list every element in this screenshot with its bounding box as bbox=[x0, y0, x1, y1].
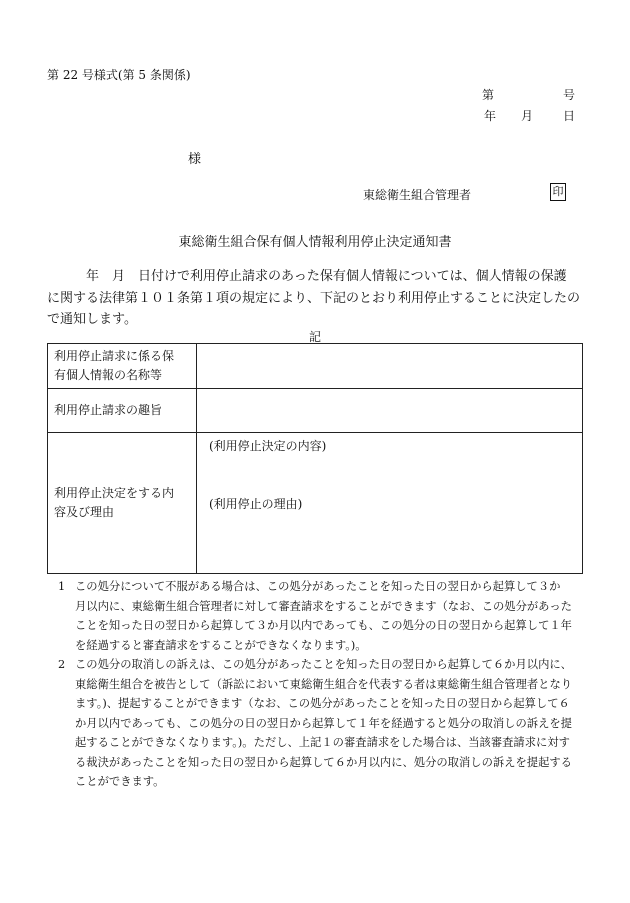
row-label-decision bbox=[48, 433, 197, 574]
row-value-decision bbox=[197, 433, 583, 574]
note-line: 東総衛生組合を被告として（訴訟において東総衛生組合を代表する者は東総衛生組合管理者となり bbox=[75, 677, 573, 691]
note-line: この処分について不服がある場合は、この処分があったことを知った日の翌日から起算して３か bbox=[75, 580, 561, 593]
body-line: 年 月 日付けで利用停止請求のあった保有個人情報については、個人情報の保護 bbox=[47, 269, 567, 284]
ki-heading: 記 bbox=[308, 330, 321, 344]
number-dai-label: 第 bbox=[482, 88, 495, 102]
note-item bbox=[54, 655, 594, 792]
table-row bbox=[48, 389, 583, 433]
note-number: 2 bbox=[58, 658, 66, 671]
label-line: 有個人情報の名称等 bbox=[54, 368, 163, 382]
seal-box: 印 bbox=[550, 183, 566, 201]
label-line: 利用停止請求に係る保 bbox=[54, 349, 175, 363]
table-row bbox=[48, 433, 583, 574]
row-value-request-purpose bbox=[197, 389, 583, 433]
sender-manager: 東総衛生組合管理者 bbox=[363, 188, 472, 202]
document-title: 東総衛生組合保有個人情報利用停止決定通知書 bbox=[178, 235, 452, 250]
label-line: 容及び理由 bbox=[54, 505, 115, 519]
note-item bbox=[54, 577, 594, 655]
row-label-target-info bbox=[48, 344, 197, 389]
decision-content-label: (利用停止決定の内容) bbox=[209, 439, 327, 453]
body-line: に関する法律第１０１条第１項の規定により、下記のとおり利用停止することに決定したの bbox=[47, 290, 581, 306]
row-label-request-purpose: 利用停止請求の趣旨 bbox=[48, 389, 197, 433]
date-year-label: 年 bbox=[484, 109, 497, 123]
details-table bbox=[47, 343, 583, 574]
decision-reason-label: (利用停止の理由) bbox=[209, 497, 303, 511]
note-number: 1 bbox=[58, 580, 66, 593]
note-line: ます。)、提起することができます（なお、この処分があったことを知った日の翌日から起算して６ bbox=[75, 697, 570, 710]
note-line: この処分の取消しの訴えは、この処分があったことを知った日の翌日から起算して６か月以内に、 bbox=[75, 658, 572, 671]
notes-section bbox=[54, 577, 594, 792]
note-line: 月以内に、東総衛生組合管理者に対して審査請求をすることができます（なお、この処分があった bbox=[75, 599, 572, 613]
note-line: か月以内であっても、この処分の日の翌日から起算して１年を経過すると処分の取消しの訴えを提 bbox=[75, 716, 572, 730]
form-number: 第 22 号様式(第 5 条関係) bbox=[47, 68, 191, 82]
body-text bbox=[47, 266, 592, 331]
note-line: 起することができなくなります。)。ただし、上記１の審査請求をした場合は、当該審査請求に対す bbox=[75, 736, 570, 749]
label-line: 利用停止決定をする内 bbox=[54, 486, 175, 500]
row-value-target-info bbox=[197, 344, 583, 389]
body-line: で通知します。 bbox=[47, 312, 137, 327]
note-line: ことができます。 bbox=[75, 775, 165, 788]
addressee-sama: 様 bbox=[188, 152, 202, 167]
number-go-label: 号 bbox=[563, 88, 576, 102]
date-day-label: 日 bbox=[563, 109, 576, 123]
date-month-label: 月 bbox=[521, 109, 534, 123]
note-line: る裁決があったことを知った日の翌日から起算して６か月以内に、処分の取消しの訴えを提起する bbox=[75, 755, 572, 769]
table-row bbox=[48, 344, 583, 389]
note-line: を経過すると審査請求をすることができなくなります。)。 bbox=[75, 638, 367, 652]
note-line: ことを知った日の翌日から起算して３か月以内であっても、この処分の日の翌日から起算して１年 bbox=[75, 619, 572, 632]
